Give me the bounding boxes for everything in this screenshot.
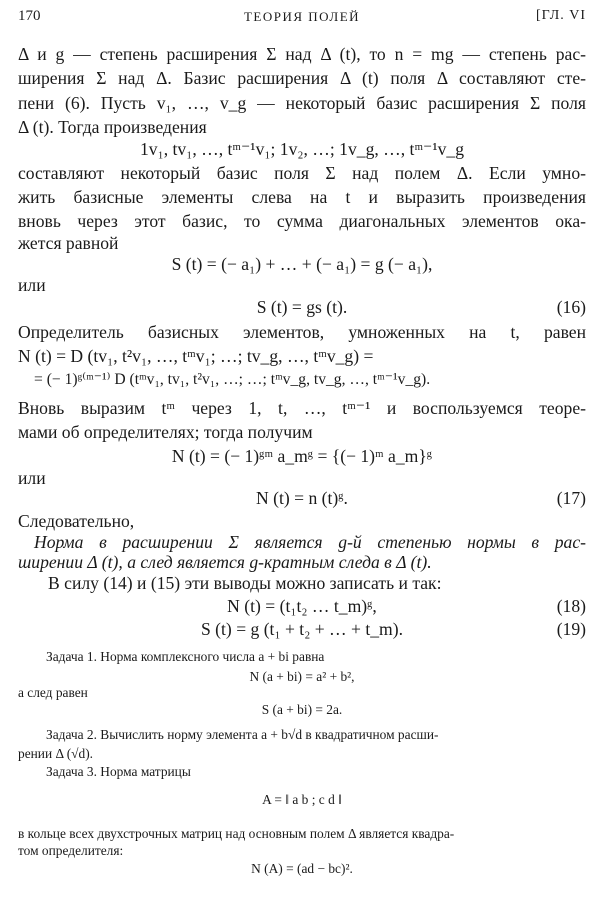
text-line: пени (6). Пусть v₁, …, v_g — некоторый базис расширения Σ поля	[18, 93, 586, 113]
matrix-formula: A = ‖ a b ; c d ‖	[262, 792, 342, 807]
formula-line	[18, 487, 586, 509]
text-line: в кольце всех двухстрочных матриц над основным полем Δ является квадра-	[18, 826, 455, 841]
equation-number-18: (18)	[556, 596, 586, 616]
formula-norm-1: N (t) = D (tv₁, t²v₁, …, tᵐv₁; …; tv_g, …, tᵐv_g) =	[18, 346, 374, 366]
equation-number-19: (19)	[556, 619, 586, 639]
formula-norm-2: = (− 1)ᵍ⁽ᵐ⁻¹⁾ D (tᵐv₁, tv₁, t²v₁, …; …; tᵐv_g, tv_g, …, tᵐ⁻¹v_g).	[34, 371, 431, 388]
formula-line	[18, 296, 586, 318]
text-line: Следовательно,	[18, 511, 135, 531]
running-title: ТЕОРИЯ ПОЛЕЙ	[243, 9, 361, 24]
formula-norm-3: N (t) = (− 1)ᵍᵐ a_mᵍ = {(− 1)ᵐ a_m}ᵍ	[171, 446, 433, 466]
text-line: Вновь выразим tᵐ через 1, t, …, tᵐ⁻¹ и воспользуемся теоре-	[18, 398, 586, 418]
text-line: Определитель базисных элементов, умноженных на t, равен	[18, 322, 586, 342]
text-line: ширения Σ над Δ. Базис расширения Δ (t) поля Δ составляют сте-	[18, 68, 586, 88]
theorem-line: ширении Δ (t), а след является g-кратным следа в Δ (t).	[18, 552, 432, 572]
theorem-line: Норма в расширении Σ является g-й степенью нормы в рас-	[34, 532, 586, 552]
equation-number-16: (16)	[556, 297, 586, 317]
text-line: жить базисные элементы слева на t и выразить произведения	[18, 187, 586, 207]
text-line: В силу (14) и (15) эти выводы можно записать и так:	[48, 573, 442, 593]
text-line: жется равной	[18, 233, 119, 253]
formula-products: 1v₁, tv₁, …, tᵐ⁻¹v₁; 1v₂, …; 1v_g, …, tᵐ⁻¹v_g	[139, 139, 464, 159]
text-line: мами об определителях; тогда получим	[18, 422, 313, 442]
formula-line	[18, 618, 586, 640]
formula-18: N (t) = (t₁t₂ … t_m)ᵍ,	[227, 596, 377, 616]
formula-line	[18, 595, 586, 617]
problem-3: Задача 3. Норма матрицы	[46, 764, 191, 779]
text-line: или	[18, 275, 46, 295]
formula-problem-1-trace: S (a + bi) = 2a.	[261, 702, 343, 717]
formula-19: S (t) = g (t₁ + t₂ + … + t_m).	[201, 619, 403, 639]
formula-trace-sum: S (t) = (− a₁) + … + (− a₁) = g (− a₁),	[171, 254, 433, 274]
problem-2-cont: рении Δ (√d).	[18, 746, 94, 761]
formula-determinant: N (A) = (ad − bc)².	[251, 861, 353, 876]
page-header	[18, 8, 586, 30]
formula-17: N (t) = n (t)ᵍ.	[256, 488, 348, 508]
text-line: Δ и g — степень расширения Σ над Δ (t), то n = mg — степень рас-	[18, 44, 586, 64]
text-line: Δ (t). Тогда произведения	[18, 117, 207, 137]
text-line: вновь через этот базис, то сумма диагональных элементов ока-	[18, 211, 586, 231]
problem-2: Задача 2. Вычислить норму элемента a + b√d в квадратичном расши-	[46, 727, 439, 742]
text-line: или	[18, 468, 46, 488]
problem-1: Задача 1. Норма комплексного числа a + bi равна	[46, 649, 325, 664]
formula-16: S (t) = gs (t).	[256, 297, 348, 317]
text-line: а след равен	[18, 685, 88, 700]
text-line: составляют некоторый базис поля Σ над полем Δ. Если умно-	[18, 163, 586, 183]
formula-problem-1-norm: N (a + bi) = a² + b²,	[249, 669, 355, 684]
equation-number-17: (17)	[556, 488, 586, 508]
chapter-label: [ГЛ. VI	[536, 8, 586, 23]
page-number: 170	[18, 8, 41, 24]
text-line: том определителя:	[18, 843, 124, 858]
